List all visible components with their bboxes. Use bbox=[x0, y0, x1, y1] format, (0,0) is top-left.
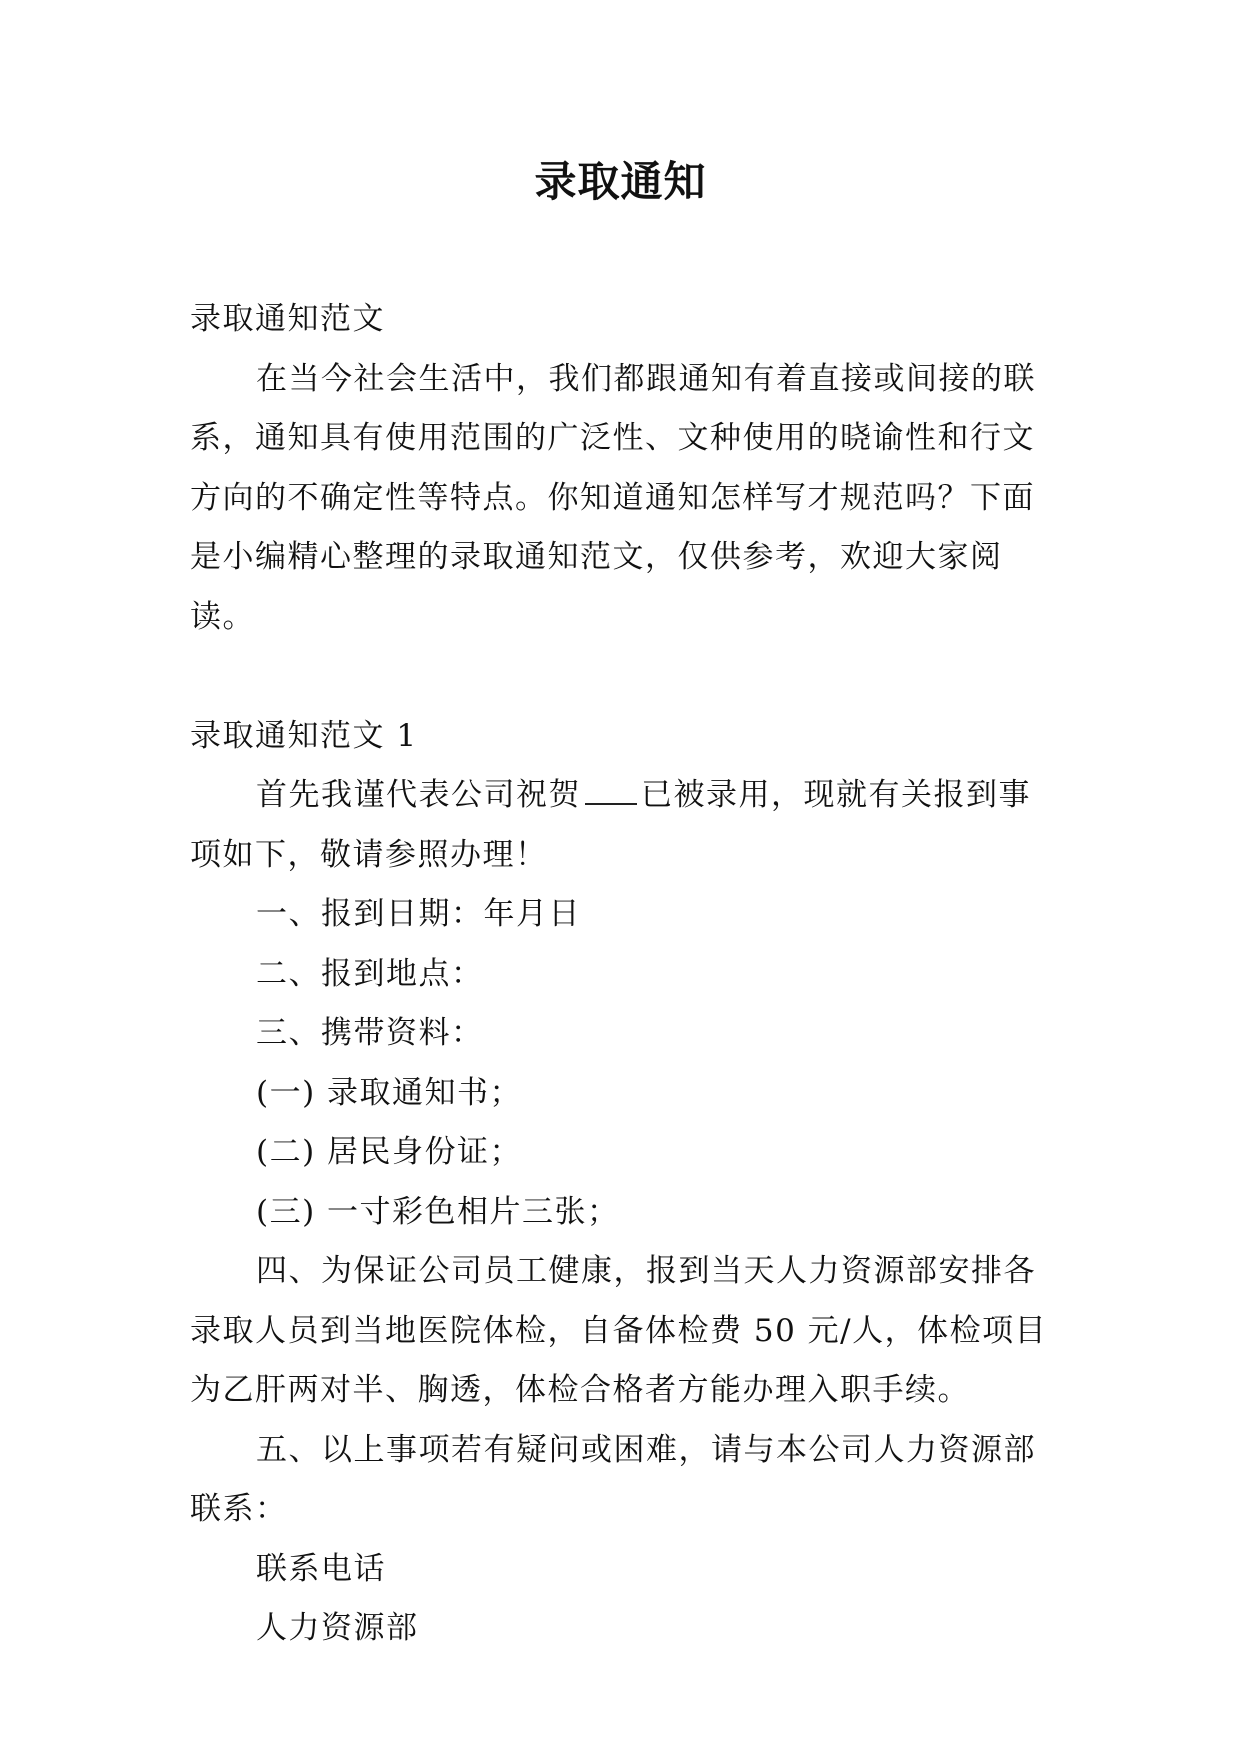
document-body bbox=[190, 290, 1050, 1659]
item-material-id-card: (二) 居民身份证； bbox=[256, 1134, 523, 1170]
item-contact: 五、以上事项若有疑问或困难，请与本公司人力资源部联系： bbox=[190, 1431, 1036, 1527]
name-blank-line bbox=[585, 777, 637, 805]
intro-paragraph: 在当今社会生活中，我们都跟通知有着直接或间接的联系，通知具有使用范围的广泛性、文种使用的晓谕性和行文方向的不确定性等特点。你知道通知怎样写才规范吗？下面是小编精心整理的录取通知范文，仅供参考，欢迎大家阅读。 bbox=[190, 360, 1036, 635]
sample-paragraph bbox=[190, 766, 1050, 885]
sample-heading: 录取通知范文 1 bbox=[190, 717, 418, 754]
item-material-admission-letter: (一) 录取通知书； bbox=[256, 1074, 523, 1111]
document-title: 录取通知 bbox=[534, 157, 707, 206]
sample-paragraph-end: 已被录用，现就有关报到事项如下，敬请参照办理！ bbox=[190, 777, 1031, 873]
contact-phone-label: 联系电话 bbox=[256, 1550, 386, 1587]
sample-paragraph-start: 首先我谨代表公司祝贺 bbox=[256, 777, 581, 813]
item-health-check: 四、为保证公司员工健康，报到当天人力资源部安排各录取人员到当地医院体检，自备体检费 50 元/人，体检项目为乙肝两对半、胸透，体检合格者方能办理入职手续。 bbox=[190, 1253, 1048, 1408]
intro-heading: 录取通知范文 bbox=[190, 301, 385, 337]
paragraph-spacer bbox=[190, 647, 1050, 707]
item-materials: 三、携带资料： bbox=[256, 1015, 484, 1051]
item-material-photos: (三) 一寸彩色相片三张； bbox=[256, 1193, 620, 1230]
department-signature: 人力资源部 bbox=[256, 1610, 419, 1646]
item-report-date: 一、报到日期：年月日 bbox=[256, 896, 581, 932]
item-report-location: 二、报到地点： bbox=[256, 955, 484, 992]
